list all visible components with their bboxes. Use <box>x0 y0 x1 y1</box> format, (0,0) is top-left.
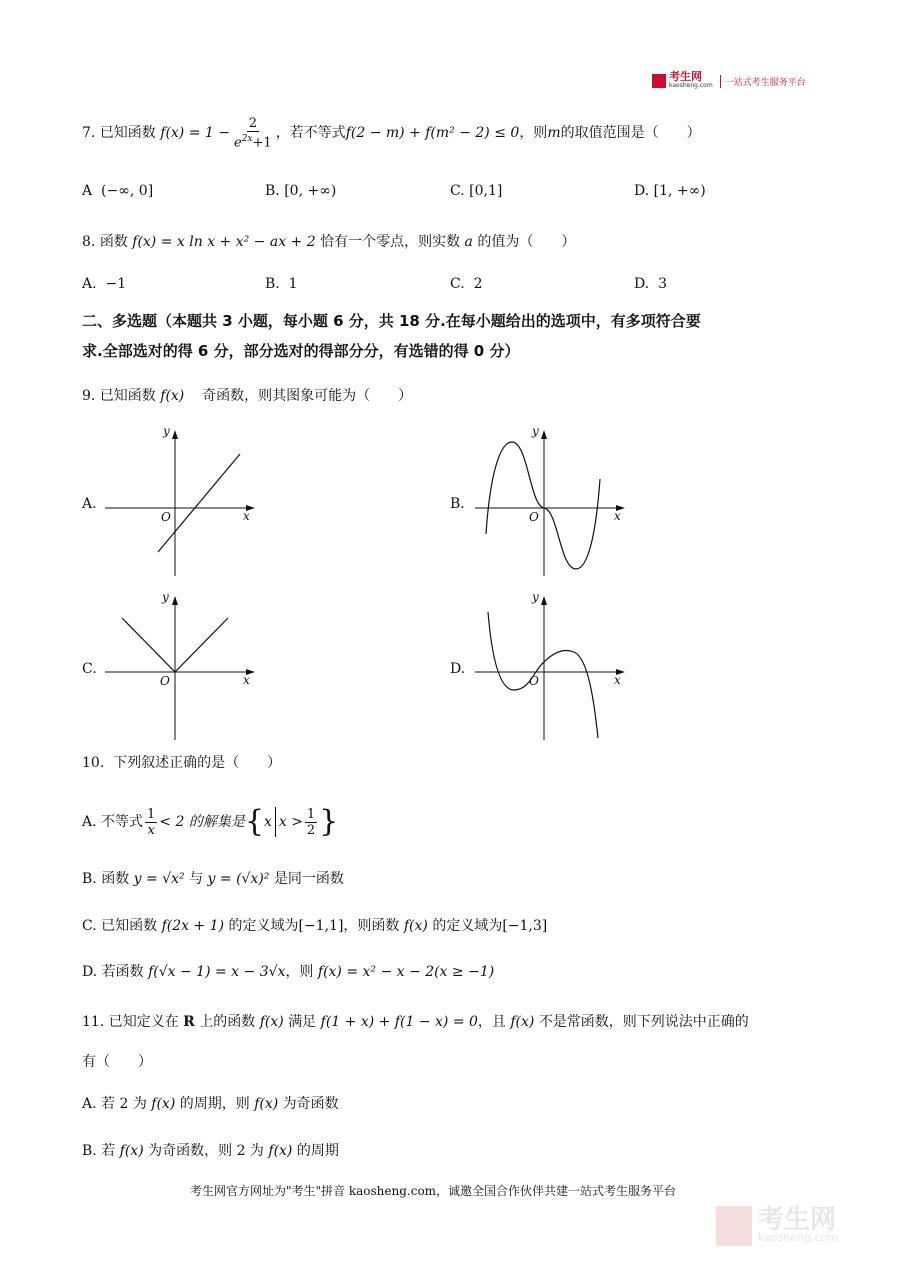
graph-a-y-label: y <box>163 424 170 438</box>
q10a-brace-right: } <box>319 804 339 839</box>
graph-b-y-label: y <box>532 424 539 438</box>
q11-R: R <box>183 1014 195 1030</box>
q9-option-d-label[interactable]: D. <box>450 661 466 677</box>
q7-option-b[interactable]: B. [0, +∞) <box>265 183 337 199</box>
q11-number: 11. <box>82 1014 105 1030</box>
q7-option-d[interactable]: D. [1, +∞) <box>634 183 706 199</box>
question-11: 11. 已知定义在 R 上的函数 f(x) 满足 f(1 + x) + f(1 − x) = 0，且 f(x) 不是常函数，则下列说法中正确的 <box>82 1014 749 1030</box>
logo-slogan: 一站式考生服务平台 <box>720 75 806 88</box>
q9-graph-b[interactable] <box>470 424 630 579</box>
graph-b-x-label: x <box>614 509 621 523</box>
q10-option-b[interactable]: B. 函数 y = √x² 与 y = (√x)² 是同一函数 <box>82 871 344 887</box>
graph-d-origin: O <box>529 674 539 688</box>
q8-text-2: 恰有一个零点，则实数 <box>320 234 461 250</box>
q7-number: 7. <box>82 125 96 142</box>
q9-number: 9. <box>82 388 96 404</box>
logo-mark-icon <box>652 74 666 88</box>
q10a-set-bar <box>275 807 276 837</box>
graph-b-origin: O <box>529 510 539 524</box>
q8-option-a[interactable]: A. −1 <box>82 276 127 292</box>
q7-inequality: f(2 − m) + f(m² − 2) ≤ 0 <box>345 125 520 142</box>
question-7 <box>82 116 701 150</box>
q10-option-a[interactable]: A. 不等式 $\frac{1}{x}$ < 2 的解集是 { x x > $\frac{1}{2}$ } <box>82 804 339 839</box>
q10a-fraction: $\frac{1}{x}$ <box>147 806 156 838</box>
q7-frac-num: 2 <box>248 116 257 131</box>
q8-expr: f(x) = x ln x + x² − ax + 2 <box>132 234 316 250</box>
q9-text-1: 已知函数 <box>99 388 156 404</box>
question-9 <box>82 386 412 406</box>
graph-d-curve <box>488 612 598 738</box>
q7-option-c[interactable]: C. [0,1] <box>450 183 503 199</box>
section-2-heading <box>82 306 822 366</box>
section-2-line-2: 求.全部选对的得 6 分，部分选对的得部分分，有选错的得 0 分） <box>82 342 520 360</box>
graph-b-curve <box>486 442 600 569</box>
q10a-set-fraction: $\frac{1}{2}$ <box>306 806 316 838</box>
q7-var: m <box>547 125 561 142</box>
q8-text-1: 函数 <box>99 234 128 250</box>
graph-d-y-label: y <box>532 590 539 604</box>
q8-text-3: 的值为（ ） <box>477 234 576 250</box>
graph-a-origin: O <box>161 510 171 524</box>
q9-option-c-label[interactable]: C. <box>82 661 97 677</box>
q7-text-4: 的取值范围是（ ） <box>560 125 701 142</box>
graph-a-line <box>158 454 240 552</box>
q10a-brace-left: { <box>244 804 264 839</box>
q7-fraction <box>232 116 274 150</box>
q8-option-b[interactable]: B. 1 <box>265 276 298 292</box>
footer-watermark <box>716 1206 838 1246</box>
watermark-en: kaosheng.com <box>758 1231 839 1244</box>
q9-graph-d[interactable] <box>470 590 630 745</box>
q7-text-2: ，若不等式 <box>275 125 346 142</box>
q10-option-c[interactable]: C. 已知函数 f(2x + 1) 的定义域为[−1,1]，则函数 f(x) 的定义域为[−1,3] <box>82 918 548 934</box>
section-2-line-1: 二、多选题（本题共 3 小题，每小题 6 分，共 18 分.在每小题给出的选项中，有多项符合要 <box>82 312 701 330</box>
q8-option-c[interactable]: C. 2 <box>450 276 483 292</box>
graph-a-x-label: x <box>243 509 250 523</box>
q8-option-d[interactable]: D. 3 <box>634 276 668 292</box>
q10-stem: 下列叙述正确的是（ ） <box>113 755 282 771</box>
q10-option-d[interactable]: D. 若函数 f(√x − 1) = x − 3√x，则 f(x) = x² − x − 2(x ≥ −1) <box>82 964 495 980</box>
q7-option-a[interactable]: A (−∞, 0] <box>82 183 154 199</box>
q8-number: 8. <box>82 234 96 250</box>
q7-expr-lhs: f(x) = 1 − <box>160 125 230 142</box>
q9-text-2: 奇函数，则其图象可能为（ ） <box>202 388 413 404</box>
q7-text-3: ，则 <box>519 125 548 142</box>
question-10 <box>82 753 281 773</box>
q11-option-a[interactable]: A. 若 2 为 f(x) 的周期，则 f(x) 为奇函数 <box>82 1096 339 1112</box>
q11-option-b[interactable]: B. 若 f(x) 为奇函数，则 2 为 f(x) 的周期 <box>82 1143 339 1159</box>
q7-text-1: 已知函数 <box>99 125 156 142</box>
footer-text: 考生网官方网址为"考生"拼音 kaosheng.com，诚邀全国合作伙伴共建一站式考生服务平台 <box>190 1184 677 1198</box>
logo-text-en: kaosheng.com <box>669 82 713 89</box>
q7-frac-den: $e^{2x}+1$ <box>234 134 272 151</box>
watermark-logo-icon <box>716 1206 752 1246</box>
q8-var: a <box>464 234 473 250</box>
q9-graph-a[interactable] <box>100 424 260 579</box>
q10-number: 10. <box>82 755 105 771</box>
q11-line-2: 有（ ） <box>82 1054 152 1070</box>
q9-option-a-label[interactable]: A. <box>82 496 97 512</box>
watermark-cn: 考生网 <box>758 1205 837 1235</box>
graph-c-x-label: x <box>243 673 250 687</box>
graph-c-origin: O <box>160 674 170 688</box>
q9-expr: f(x) <box>160 388 185 404</box>
logo-text-cn: 考生网 <box>669 70 702 83</box>
q9-graph-c[interactable] <box>100 590 260 745</box>
question-8 <box>82 232 575 252</box>
header-logo <box>652 72 806 90</box>
q9-option-b-label[interactable]: B. <box>450 496 465 512</box>
graph-d-x-label: x <box>614 673 621 687</box>
graph-c-y-label: y <box>162 590 169 604</box>
